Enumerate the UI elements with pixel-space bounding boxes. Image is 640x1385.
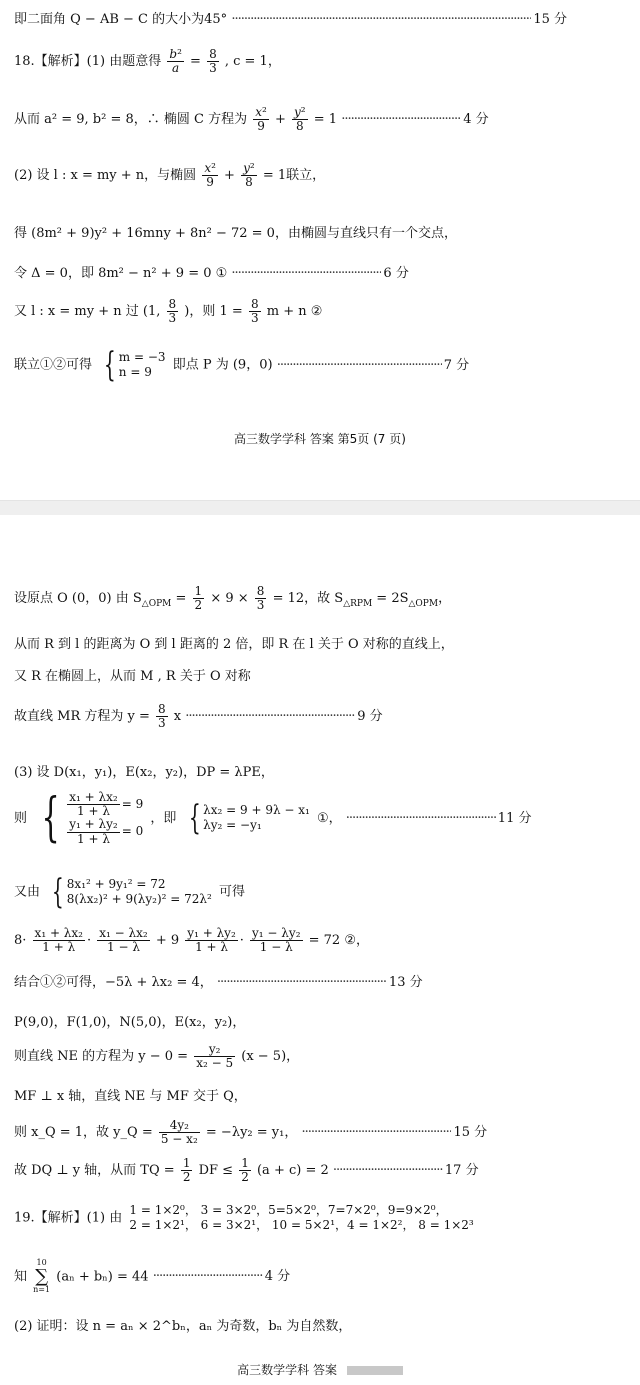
line-combine: 结合①②可得，−5λ + λx₂ = 4， ..... 13 分: [14, 971, 423, 990]
line-ellipse-system: 又由 { 8x₁² + 9y₁² = 72 8(λx₂)² + 9(λy₂)² = 72λ² 可得: [14, 872, 246, 912]
answer-page-6: [0, 515, 640, 1385]
line-points: P(9,0)，F(1,0)，N(5,0)，E(x₂，y₂)，: [14, 1015, 246, 1030]
line-mf-perpendicular: MF ⊥ x 轴，直线 NE 与 MF 交于 Q，: [14, 1089, 247, 1104]
line-point-condition: 又 l : x = my + n 过 (1, $\frac{8}{3}$ )，则 1 = $\frac{8}{3}$ m + n ②: [14, 297, 323, 326]
line-symmetric: 又 R 在椭圆上，从而 M , R 关于 O 对称: [14, 669, 251, 684]
line-system-solution: 联立①②可得 { m = −3 n = 9 即点 P 为 (9，0) ..... 7 分: [14, 348, 469, 382]
line-proof-start: (2) 证明：设 n = aₙ × 2^bₙ，aₙ 为奇数，bₙ 为自然数，: [14, 1319, 352, 1334]
redacted-block: [347, 1366, 403, 1375]
line-part2-setup: (2) 设 l : x = my + n，与椭圆 $\frac{\text{x²}}{9}$ + $\frac{\text{y²}}{8}$ = 1联立，: [14, 161, 326, 190]
line-sum: 知 10 ∑ n=1 (aₙ + bₙ) = 44 ..... 4 分: [14, 1259, 290, 1295]
page-footer-2: 高三数学学科 答案: [0, 1361, 640, 1378]
line-product-identity: 8· $\frac{\text{x₁ + λx₂}}{1 + \lambda}$ · $\frac{\text{x₁ − λx₂}}{1 - \lambda}$ + 9 $\frac{\text{y₁ + λy₂}}{1 + \lambda}$ · $\frac{\text{y₁ − λy₂}}{1 - \lambda}$ = 72 ②，: [14, 926, 369, 955]
line-part3-setup: (3) 设 D(x₁，y₁)，E(x₂，y₂)，DP = λPE，: [14, 765, 274, 780]
line-discriminant: 令 Δ = 0，即 8m² − n² + 9 = 0 ① ..... 6 分: [14, 262, 409, 281]
line-ne-equation: 则直线 NE 的方程为 y − 0 = $\frac{\text{y₂}}{\text{x₂ − 5}}$ (x − 5)，: [14, 1042, 300, 1071]
line-quadratic: 得 (8m² + 9)y² + 16mny + 8n² − 72 = 0，由椭圆与直线只有一个交点，: [14, 226, 457, 241]
line-mr-equation: 故直线 MR 方程为 y = $\frac{8}{3}$ x ..... 9 分: [14, 703, 383, 730]
line-tq-bound: 故 DQ ⊥ y 轴，从而 TQ = $\frac{1}{2}$ DF ≤ $\frac{1}{2}$ (a + c) = 2 ..... 17 分: [14, 1157, 479, 1184]
line-ellipse-equation: 从而 a² = 9, b² = 8，∴ 椭圆 C 方程为 $\frac{\text{x²}}{9}$ + $\frac{\text{y²}}{8}$ = 1 ..... 4 分: [14, 106, 489, 133]
line-yq: 则 x_Q = 1，故 y_Q = $\frac{\text{4y₂}}{\text{5 − x₂}}$ = −λy₂ = y₁， ..... 15 分: [14, 1119, 487, 1146]
line-coordinate-system: 则 { $\frac{\text{x₁ + λx₂}}{1 + \lambda}$ = 9 $\frac{\text{y₁ + λy₂}}{1 + \lambda}$ = 0 ，即 { λx₂ = 9 + 9λ − x₁ λy₂ = −y₁ ①， ..... 11 分: [14, 791, 531, 846]
line-dihedral-angle: 即二面角 Q − AB − C 的大小为45° ..... 15 分: [14, 8, 567, 27]
line-distance: 从而 R 到 l 的距离为 O 到 l 距离的 2 倍，即 R 在 l 关于 O 对称的直线上，: [14, 637, 454, 652]
page-gap: [0, 501, 640, 515]
line-q18-given: 18.【解析】(1) 由题意得 $\frac{\text{b²}}{a}$ = $\frac{8}{3}$ , c = 1，: [14, 47, 281, 76]
answer-page-5: [0, 0, 640, 501]
page-footer: 高三数学学科 答案 第5页 (7 页): [234, 432, 406, 446]
line-q19-decomposition: 19.【解析】(1) 由 1 = 1×2⁰， 3 = 3×2⁰，5=5×2⁰，7=7×2⁰，9=9×2⁰， 2 = 1×2¹， 6 = 3×2¹， 10 = 5×2¹，4 = 1×2²， 8 = 1×2³: [14, 1203, 474, 1232]
line-area-relation: 设原点 O (0，0) 由 $S_{\triangle OPM}$ = $\frac{1}{2}$ × 9 × $\frac{8}{3}$ = 12，故 $S_{\triangle RPM} = 2S_{\triangle OPM}$，: [14, 584, 452, 613]
